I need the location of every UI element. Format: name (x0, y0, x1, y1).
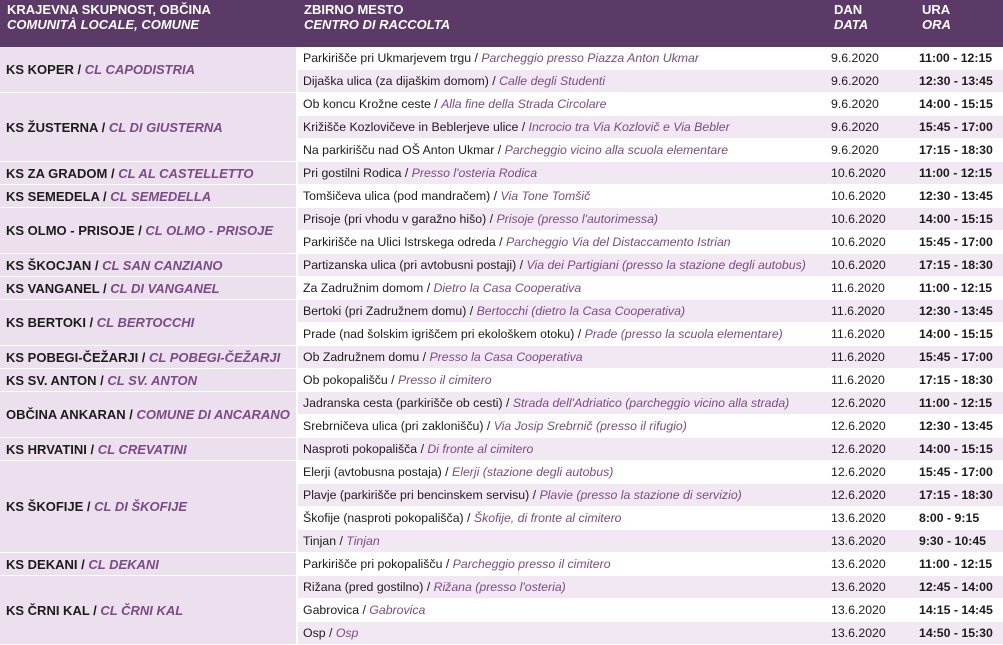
location-cell (297, 438, 827, 461)
location-name-sl: Ob pokopališču (303, 372, 388, 387)
location-cell (297, 392, 827, 415)
location-separator: / (423, 579, 434, 594)
community-name-sl: KS BERTOKI (6, 315, 86, 330)
table-row (0, 300, 1003, 323)
location-separator: / (359, 602, 370, 617)
location-separator: / (471, 50, 482, 65)
community-name-it: CL DI GIUSTERNA (108, 119, 223, 135)
location-separator: / (516, 257, 527, 272)
location-separator: / (463, 510, 474, 525)
header-time (915, 0, 1003, 47)
time-cell: 12:30 - 13:45 (915, 300, 1003, 323)
community-separator: / (96, 372, 108, 388)
location-separator: / (417, 441, 428, 456)
community-cell (0, 461, 297, 553)
date-cell: 10.6.2020 (827, 185, 915, 208)
community-separator: / (77, 556, 89, 572)
time-cell: 12:30 - 13:45 (915, 185, 1003, 208)
date-cell: 10.6.2020 (827, 162, 915, 185)
community-name-it: CL AL CASTELLETTO (118, 165, 254, 181)
community-name-sl: KS ČRNI KAL (6, 602, 90, 618)
location-name-it: Osp (335, 625, 359, 640)
header-location (297, 0, 827, 47)
community-separator: / (138, 349, 150, 365)
community-name-sl: KS POBEGI-ČEŽARJI (6, 349, 139, 365)
location-separator: / (442, 556, 453, 571)
time-cell: 12:30 - 13:45 (915, 70, 1003, 93)
community-cell (0, 392, 297, 438)
location-name-sl: Elerji (avtobusna postaja) (303, 464, 442, 479)
date-cell: 9.6.2020 (827, 70, 915, 93)
community-name-it: CL SAN CANZIANO (102, 257, 223, 273)
community-name-it: COMUNE DI ANCARANO (136, 407, 290, 422)
location-cell (297, 300, 827, 323)
location-separator: / (336, 533, 347, 548)
community-separator: / (86, 441, 98, 457)
time-cell: 17:15 - 18:30 (915, 254, 1003, 277)
community-cell (0, 47, 297, 93)
community-separator: / (91, 257, 103, 273)
location-name-sl: Tomšičeva ulica (pod mandračem) (303, 188, 491, 203)
location-cell (297, 599, 827, 622)
location-name-it: Via dei Partigiani (presso la stazione degli autobus) (526, 257, 806, 272)
location-separator: / (529, 487, 540, 502)
location-name-it: Via Tone Tomšič (500, 188, 591, 203)
location-separator: / (574, 326, 585, 341)
location-cell (297, 208, 827, 231)
location-cell (297, 323, 827, 346)
location-name-it: Prade (presso la scuola elementare) (584, 326, 783, 341)
location-name-sl: Plavje (parkirišče pri bencinskem servisu) (303, 487, 530, 502)
date-cell: 10.6.2020 (827, 208, 915, 231)
community-separator: / (89, 602, 101, 618)
location-name-it: Prisoje (presso l'autorimessa) (496, 211, 659, 226)
location-cell (297, 461, 827, 484)
location-cell (297, 622, 827, 645)
location-separator: / (423, 280, 434, 295)
location-name-it: Parcheggio vicino alla scuola elementare (504, 142, 729, 157)
location-name-sl: Jadranska cesta (parkirišče ob cesti) (303, 395, 503, 410)
community-name-sl: KS ŽUSTERNA (6, 119, 98, 135)
table-row (0, 185, 1003, 208)
time-cell: 11:00 - 12:15 (915, 392, 1003, 415)
community-separator: / (134, 223, 146, 238)
location-name-sl: Rižana (pred gostilno) (303, 579, 424, 594)
community-name-it: CL DI ŠKOFIJE (94, 499, 188, 514)
location-name-sl: Za Zadružnim domom (303, 280, 424, 295)
time-cell: 14:00 - 15:15 (915, 93, 1003, 116)
location-separator: / (488, 73, 500, 88)
date-cell: 10.6.2020 (827, 254, 915, 277)
date-cell: 12.6.2020 (827, 484, 915, 507)
location-name-sl: Škofije (nasproti pokopališča) (303, 510, 464, 525)
community-cell (0, 93, 297, 162)
location-name-sl: Ob koncu Krožne ceste (303, 96, 431, 111)
location-name-sl: Dijaška ulica (za dijaškim domom) (303, 73, 489, 88)
time-cell: 17:15 - 18:30 (915, 484, 1003, 507)
header-time-it: ORA (922, 17, 951, 32)
location-separator: / (483, 418, 494, 433)
date-cell: 9.6.2020 (827, 139, 915, 162)
location-separator: / (466, 303, 477, 318)
location-name-sl: Parkirišče pri Ukmarjevem trgu (303, 50, 472, 65)
location-cell (297, 507, 827, 530)
community-separator: / (99, 188, 111, 204)
date-cell: 9.6.2020 (827, 116, 915, 139)
header-community-sl: KRAJEVNA SKUPNOST, OBČINA (7, 2, 211, 17)
location-cell (297, 346, 827, 369)
location-separator: / (502, 395, 513, 410)
time-cell: 14:50 - 15:30 (915, 622, 1003, 645)
community-name-it: CL DI VANGANEL (110, 280, 220, 296)
location-name-sl: Križišče Kozlovičeve in Beblerjeve ulice (303, 119, 519, 134)
table-body (0, 47, 1003, 645)
location-name-sl: Osp (303, 625, 326, 640)
header-community (0, 0, 297, 47)
location-cell (297, 116, 827, 139)
community-cell (0, 185, 297, 208)
community-separator: / (107, 165, 119, 181)
location-cell (297, 576, 827, 599)
location-cell (297, 47, 827, 70)
date-cell: 12.6.2020 (827, 438, 915, 461)
table-row (0, 553, 1003, 576)
community-name-sl: KS ŠKOFIJE (6, 499, 84, 514)
location-name-it: Škofije, di fronte al cimitero (473, 510, 622, 525)
location-name-sl: Na parkirišču nad OŠ Anton Ukmar (303, 142, 495, 157)
community-name-sl: KS SV. ANTON (6, 372, 97, 388)
time-cell: 17:15 - 18:30 (915, 369, 1003, 392)
community-cell (0, 346, 297, 369)
time-cell: 8:00 - 9:15 (915, 507, 1003, 530)
community-separator: / (73, 62, 85, 77)
date-cell: 13.6.2020 (827, 622, 915, 645)
header-community-it: COMUNITÀ LOCALE, COMUNE (7, 17, 200, 32)
date-cell: 9.6.2020 (827, 93, 915, 116)
location-separator: / (494, 142, 505, 157)
table-row (0, 438, 1003, 461)
date-cell: 9.6.2020 (827, 47, 915, 70)
location-separator: / (441, 464, 453, 479)
header-date (827, 0, 915, 47)
location-separator: / (495, 234, 506, 249)
time-cell: 14:00 - 15:15 (915, 438, 1003, 461)
time-cell: 14:00 - 15:15 (915, 208, 1003, 231)
location-name-it: Alla fine della Strada Circolare (441, 96, 607, 111)
time-cell: 14:15 - 14:45 (915, 599, 1003, 622)
table-row (0, 162, 1003, 185)
time-cell: 11:00 - 12:15 (915, 553, 1003, 576)
location-cell (297, 70, 827, 93)
date-cell: 11.6.2020 (827, 323, 915, 346)
date-cell: 12.6.2020 (827, 415, 915, 438)
location-name-sl: Partizanska ulica (pri avtobusni postaji) (303, 257, 517, 272)
location-separator: / (518, 119, 529, 134)
community-separator: / (125, 407, 137, 422)
location-name-sl: Nasproti pokopališča (303, 441, 418, 456)
location-name-it: Tinjan (346, 533, 380, 548)
community-cell (0, 369, 297, 392)
location-name-it: Elerji (stazione degli autobus) (452, 464, 614, 479)
header-date-it: DATA (834, 17, 869, 32)
location-name-it: Bertocchi (dietro la Casa Cooperativa) (476, 303, 686, 318)
location-separator: / (490, 188, 501, 203)
location-name-it: Parcheggio presso il cimitero (452, 556, 611, 571)
community-separator: / (83, 499, 95, 514)
community-name-it: CL BERTOCCHI (96, 315, 195, 330)
date-cell: 13.6.2020 (827, 507, 915, 530)
time-cell: 14:00 - 15:15 (915, 323, 1003, 346)
location-cell (297, 369, 827, 392)
location-separator: / (430, 96, 442, 111)
community-name-it: CL CAPODISTRIA (84, 62, 196, 77)
community-separator: / (85, 315, 97, 330)
date-cell: 13.6.2020 (827, 553, 915, 576)
time-cell: 11:00 - 12:15 (915, 162, 1003, 185)
community-name-sl: KS ŠKOCJAN (6, 257, 92, 273)
table-row (0, 208, 1003, 231)
location-name-it: Parcheggio presso Piazza Anton Ukmar (481, 50, 699, 65)
table-row (0, 346, 1003, 369)
table-row (0, 93, 1003, 116)
location-name-it: Calle degli Studenti (499, 73, 606, 88)
location-name-it: Gabrovica (369, 602, 426, 617)
location-name-it: Strada dell'Adriatico (parcheggio vicino alla strada) (512, 395, 790, 410)
community-name-it: CL OLMO - PRISOJE (145, 223, 274, 238)
location-cell (297, 139, 827, 162)
location-cell (297, 530, 827, 553)
community-name-it: CL CREVATINI (97, 441, 187, 457)
community-cell (0, 300, 297, 346)
location-separator: / (486, 211, 497, 226)
community-cell (0, 576, 297, 645)
date-cell: 13.6.2020 (827, 530, 915, 553)
date-cell: 10.6.2020 (827, 231, 915, 254)
community-name-sl: KS OLMO - PRISOJE (6, 223, 135, 238)
date-cell: 11.6.2020 (827, 300, 915, 323)
location-name-it: Presso la Casa Cooperativa (429, 349, 583, 364)
table-header-row (0, 0, 1003, 47)
location-cell (297, 553, 827, 576)
time-cell: 15:45 - 17:00 (915, 346, 1003, 369)
community-name-it: CL ČRNI KAL (100, 602, 184, 618)
date-cell: 11.6.2020 (827, 369, 915, 392)
date-cell: 13.6.2020 (827, 576, 915, 599)
location-separator: / (419, 349, 430, 364)
table-row (0, 392, 1003, 415)
table-row (0, 254, 1003, 277)
location-name-sl: Prisoje (pri vhodu v garažno hišo) (303, 211, 487, 226)
location-name-sl: Gabrovica (303, 602, 360, 617)
time-cell: 12:30 - 13:45 (915, 415, 1003, 438)
location-name-it: Dietro la Casa Cooperativa (433, 280, 582, 295)
location-cell (297, 254, 827, 277)
community-cell (0, 254, 297, 277)
header-time-sl: URA (922, 2, 951, 17)
location-name-sl: Prade (nad šolskim igriščem pri ekološkem otoku) (303, 326, 575, 341)
location-separator: / (387, 372, 399, 387)
time-cell: 9:30 - 10:45 (915, 530, 1003, 553)
location-cell (297, 93, 827, 116)
community-name-it: CL SEMEDELLA (110, 188, 212, 204)
time-cell: 15:45 - 17:00 (915, 231, 1003, 254)
time-cell: 11:00 - 12:15 (915, 277, 1003, 300)
table-row (0, 369, 1003, 392)
location-separator: / (401, 165, 412, 180)
community-name-it: CL SV. ANTON (107, 372, 197, 388)
time-cell: 15:45 - 17:00 (915, 116, 1003, 139)
location-name-it: Rižana (presso l'osteria) (433, 579, 566, 594)
location-name-it: Presso l'osteria Rodica (411, 165, 538, 180)
community-separator: / (97, 119, 109, 135)
location-name-it: Via Josip Srebrnič (presso il rifugio) (493, 418, 687, 433)
location-name-sl: Bertoki (pri Zadružnem domu) (303, 303, 467, 318)
date-cell: 12.6.2020 (827, 461, 915, 484)
table-row (0, 576, 1003, 599)
location-cell (297, 415, 827, 438)
location-cell (297, 231, 827, 254)
table-row (0, 277, 1003, 300)
date-cell: 11.6.2020 (827, 346, 915, 369)
community-name-sl: KS ZA GRADOM (6, 165, 108, 181)
location-cell (297, 484, 827, 507)
community-cell (0, 277, 297, 300)
location-name-it: Incrocio tra Via Kozlovič e Via Bebler (528, 119, 730, 134)
location-cell (297, 185, 827, 208)
location-name-it: Plavie (presso la stazione di servizio) (539, 487, 742, 502)
community-name-sl: KS SEMEDELA (6, 188, 100, 204)
location-name-sl: Parkirišče pri pokopališču (303, 556, 443, 571)
community-name-it: CL DEKANI (88, 556, 159, 572)
location-name-it: Presso il cimitero (398, 372, 492, 387)
location-name-sl: Parkirišče na Ulici Istrskega odreda (303, 234, 496, 249)
location-name-sl: Tinjan (303, 533, 337, 548)
location-name-sl: Ob Zadružnem domu (303, 349, 420, 364)
location-name-sl: Srebrničeva ulica (pri zaklonišču) (303, 418, 484, 433)
community-name-it: CL POBEGI-ČEŽARJI (149, 349, 281, 365)
time-cell: 12:45 - 14:00 (915, 576, 1003, 599)
table-row (0, 461, 1003, 484)
community-separator: / (99, 280, 111, 296)
location-name-it: Di fronte al cimitero (427, 441, 534, 456)
community-cell (0, 438, 297, 461)
location-cell (297, 277, 827, 300)
community-name-sl: KS KOPER (6, 62, 74, 77)
table-row (0, 47, 1003, 70)
location-name-sl: Pri gostilni Rodica (303, 165, 402, 180)
community-cell (0, 553, 297, 576)
date-cell: 13.6.2020 (827, 599, 915, 622)
community-name-sl: OBČINA ANKARAN (6, 407, 126, 422)
time-cell: 15:45 - 17:00 (915, 461, 1003, 484)
time-cell: 17:15 - 18:30 (915, 139, 1003, 162)
community-name-sl: KS HRVATINI (6, 441, 87, 457)
header-date-sl: DAN (834, 2, 863, 17)
time-cell: 11:00 - 12:15 (915, 47, 1003, 70)
location-cell (297, 162, 827, 185)
date-cell: 12.6.2020 (827, 392, 915, 415)
location-separator: / (325, 625, 336, 640)
header-location-sl: ZBIRNO MESTO (304, 2, 404, 17)
community-cell (0, 162, 297, 185)
community-name-sl: KS VANGANEL (6, 280, 100, 296)
date-cell: 11.6.2020 (827, 277, 915, 300)
header-location-it: CENTRO DI RACCOLTA (304, 17, 451, 32)
community-cell (0, 208, 297, 254)
location-name-it: Parcheggio Via del Distaccamento Istrian (505, 234, 731, 249)
community-name-sl: KS DEKANI (6, 556, 78, 572)
